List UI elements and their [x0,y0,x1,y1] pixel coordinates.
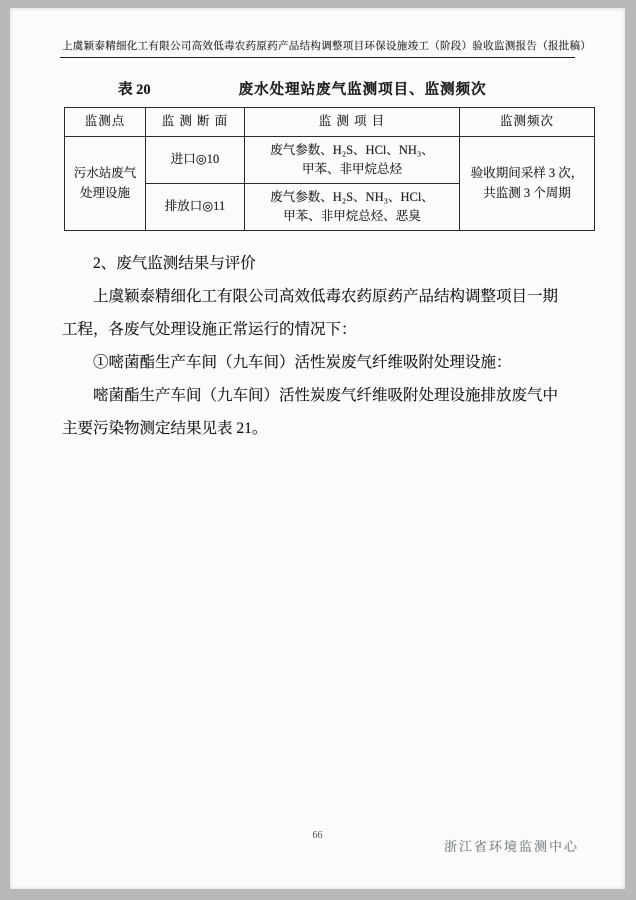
cell-section-inlet: 进口◎10 [146,137,245,184]
header-divider [60,57,575,58]
monitoring-table [64,107,595,231]
table-title: 废水处理站废气监测项目、监测频次 [238,82,487,98]
document-header-title: 上虞颖泰精细化工有限公司高效低毒农药原药产品结构调整项目环保设施竣工（阶段）验收监测报告（报批稿） [62,41,592,52]
table-row [65,137,595,184]
col-header-items: 监 测 项 目 [245,108,460,137]
frequency-line: 共监测 3 个周期 [483,185,571,200]
scanned-page [10,8,625,889]
table-caption [62,78,573,99]
paragraph: 上虞颖泰精细化工有限公司高效低毒农药原药产品结构调整项目一期工程，各废气处理设施正常运行的情况下： [62,288,559,338]
cell-items-inlet [245,137,460,184]
items-line: 废气参数、H₂S、HCl、NH₃、 [270,142,434,157]
col-header-section: 监 测 断 面 [146,108,245,137]
cell-items-outlet [245,184,460,231]
col-header-frequency: 监测频次 [460,108,595,137]
table-number-label: 表 20 [118,82,151,98]
table-header-row [65,108,595,137]
footer-organization: 浙江省环境监测中心 [443,839,579,854]
col-header-point: 监测点 [65,108,146,137]
cell-section-outlet: 排放口◎11 [146,184,245,231]
paragraph: 嘧菌酯生产车间（九车间）活性炭废气纤维吸附处理设施排放废气中主要污染物测定结果见表 21。 [62,387,559,437]
page-number: 66 [312,830,323,841]
items-line: 甲苯、非甲烷总烃、恶臭 [283,209,421,223]
frequency-line: 验收期间采样 3 次， [470,166,584,181]
items-line: 甲苯、非甲烷总烃 [301,162,402,176]
body-text-block [62,247,573,445]
cell-frequency [460,137,595,231]
section-heading: 2、废气监测结果与评价 [93,255,256,272]
cell-monitoring-point: 污水站废气处理设施 [65,137,146,231]
paragraph: ①嘧菌酯生产车间（九车间）活性炭废气纤维吸附处理设施： [93,354,512,371]
items-line: 废气参数、H₂S、NH₃、HCl、 [270,189,434,204]
